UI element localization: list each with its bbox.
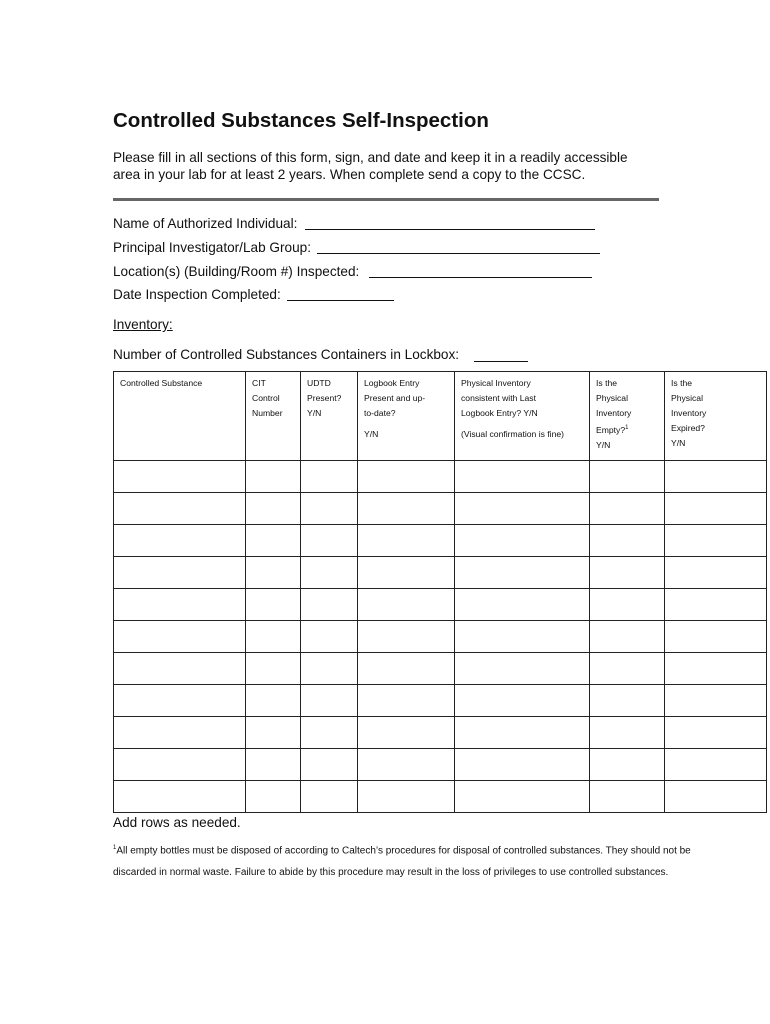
table-cell-input[interactable] bbox=[665, 685, 767, 717]
table-cell-input[interactable] bbox=[358, 685, 455, 717]
table-cell-input[interactable] bbox=[590, 685, 665, 717]
header-logbook-line: Y/N bbox=[364, 429, 379, 439]
table-cell-input[interactable] bbox=[114, 557, 246, 589]
table-cell-input[interactable] bbox=[455, 589, 590, 621]
header-udtd-present bbox=[301, 372, 358, 461]
table-cell-input[interactable] bbox=[358, 653, 455, 685]
table-cell-input[interactable] bbox=[114, 685, 246, 717]
table-cell-input[interactable] bbox=[114, 493, 246, 525]
header-expired-line: Inventory bbox=[671, 408, 707, 418]
table-cell-input[interactable] bbox=[301, 621, 358, 653]
header-empty-line: Physical bbox=[596, 393, 628, 403]
table-cell-input[interactable] bbox=[301, 781, 358, 813]
table-cell-input[interactable] bbox=[246, 781, 301, 813]
table-cell-input[interactable] bbox=[665, 589, 767, 621]
table-cell-input[interactable] bbox=[114, 653, 246, 685]
table-cell-input[interactable] bbox=[358, 749, 455, 781]
header-physical-line: Physical Inventory bbox=[461, 378, 531, 388]
table-cell-input[interactable] bbox=[590, 781, 665, 813]
table-cell-input[interactable] bbox=[246, 749, 301, 781]
header-cit-line: Control bbox=[252, 393, 280, 403]
header-empty-line: Is the bbox=[596, 378, 618, 388]
header-cit-line: Number bbox=[252, 408, 283, 418]
table-cell-input[interactable] bbox=[246, 653, 301, 685]
table-cell-input[interactable] bbox=[590, 589, 665, 621]
table-cell-input[interactable] bbox=[301, 525, 358, 557]
header-udtd-line: Present? bbox=[307, 393, 342, 403]
table-cell-input[interactable] bbox=[590, 717, 665, 749]
header-expired-line: Physical bbox=[671, 393, 703, 403]
table-cell-input[interactable] bbox=[665, 717, 767, 749]
header-divider bbox=[113, 198, 659, 201]
header-inventory-expired bbox=[665, 372, 767, 461]
inventory-table bbox=[113, 371, 767, 813]
authorized-individual-input[interactable] bbox=[305, 229, 595, 230]
footnote-mark: 1 bbox=[113, 845, 117, 851]
table-cell-input[interactable] bbox=[246, 493, 301, 525]
header-empty-line: Inventory bbox=[596, 408, 632, 418]
header-udtd-line: UDTD bbox=[307, 378, 331, 388]
table-cell-input[interactable] bbox=[301, 653, 358, 685]
form-title: Controlled Substances Self-Inspection bbox=[113, 109, 489, 132]
table-cell-input[interactable] bbox=[301, 557, 358, 589]
footnote bbox=[113, 837, 713, 884]
table-cell-input[interactable] bbox=[358, 525, 455, 557]
table-row bbox=[114, 461, 767, 493]
header-logbook-line: to-date? bbox=[364, 408, 396, 418]
header-empty-line: Empty? bbox=[596, 424, 626, 435]
table-cell-input[interactable] bbox=[455, 749, 590, 781]
table-header-row bbox=[114, 372, 767, 461]
table-cell-input[interactable] bbox=[590, 557, 665, 589]
table-cell-input[interactable] bbox=[665, 621, 767, 653]
date-completed-label: Date Inspection Completed: bbox=[113, 287, 281, 302]
table-cell-input[interactable] bbox=[455, 717, 590, 749]
table-cell-input[interactable] bbox=[358, 461, 455, 493]
table-cell-input[interactable] bbox=[358, 781, 455, 813]
table-row bbox=[114, 653, 767, 685]
table-row bbox=[114, 717, 767, 749]
table-cell-input[interactable] bbox=[358, 557, 455, 589]
table-cell-input[interactable] bbox=[114, 461, 246, 493]
header-expired-line: Expired? bbox=[671, 423, 705, 433]
header-substance-label: Controlled Substance bbox=[120, 378, 203, 388]
header-udtd-line: Y/N bbox=[307, 408, 322, 418]
table-row bbox=[114, 525, 767, 557]
table-cell-input[interactable] bbox=[455, 621, 590, 653]
table-row bbox=[114, 685, 767, 717]
table-cell-input[interactable] bbox=[246, 717, 301, 749]
intro-text-line-1: Please fill in all sections of this form, sign, and date and keep it in a readily accessible bbox=[113, 150, 628, 165]
table-cell-input[interactable] bbox=[358, 589, 455, 621]
header-logbook-line: Present and up- bbox=[364, 393, 426, 403]
table-cell-input[interactable] bbox=[114, 717, 246, 749]
table-cell-input[interactable] bbox=[114, 589, 246, 621]
table-cell-input[interactable] bbox=[455, 685, 590, 717]
table-cell-input[interactable] bbox=[665, 749, 767, 781]
table-cell-input[interactable] bbox=[358, 717, 455, 749]
table-cell-input[interactable] bbox=[246, 621, 301, 653]
table-cell-input[interactable] bbox=[455, 525, 590, 557]
table-row bbox=[114, 589, 767, 621]
table-cell-input[interactable] bbox=[301, 493, 358, 525]
table-cell-input[interactable] bbox=[301, 749, 358, 781]
header-cit-control-number bbox=[246, 372, 301, 461]
footnote-superscript: 1 bbox=[625, 425, 629, 431]
containers-count-input[interactable] bbox=[474, 361, 528, 362]
table-cell-input[interactable] bbox=[455, 653, 590, 685]
table-cell-input[interactable] bbox=[246, 525, 301, 557]
authorized-individual-label: Name of Authorized Individual: bbox=[113, 216, 298, 231]
table-cell-input[interactable] bbox=[455, 557, 590, 589]
table-cell-input[interactable] bbox=[665, 525, 767, 557]
table-cell-input[interactable] bbox=[590, 525, 665, 557]
table-cell-input[interactable] bbox=[590, 493, 665, 525]
table-cell-input[interactable] bbox=[246, 461, 301, 493]
date-completed-input[interactable] bbox=[287, 300, 394, 301]
table-cell-input[interactable] bbox=[114, 749, 246, 781]
table-cell-input[interactable] bbox=[301, 461, 358, 493]
inventory-table-body bbox=[114, 461, 767, 813]
locations-input[interactable] bbox=[369, 277, 592, 278]
table-cell-input[interactable] bbox=[665, 493, 767, 525]
table-cell-input[interactable] bbox=[358, 621, 455, 653]
table-cell-input[interactable] bbox=[665, 781, 767, 813]
table-row bbox=[114, 781, 767, 813]
table-row bbox=[114, 493, 767, 525]
table-cell-input[interactable] bbox=[665, 653, 767, 685]
table-cell-input[interactable] bbox=[246, 685, 301, 717]
header-expired-line: Y/N bbox=[671, 438, 686, 448]
table-row bbox=[114, 557, 767, 589]
header-logbook-entry bbox=[358, 372, 455, 461]
table-cell-input[interactable] bbox=[246, 557, 301, 589]
table-cell-input[interactable] bbox=[590, 621, 665, 653]
header-physical-line: consistent with Last bbox=[461, 393, 536, 403]
table-cell-input[interactable] bbox=[665, 557, 767, 589]
table-cell-input[interactable] bbox=[114, 781, 246, 813]
pi-lab-group-label: Principal Investigator/Lab Group: bbox=[113, 240, 311, 255]
table-cell-input[interactable] bbox=[301, 589, 358, 621]
header-physical-inventory-consistent bbox=[455, 372, 590, 461]
footnote-text: All empty bottles must be disposed of according to Caltech’s procedures for disposal of controlled substances. They should not be discarded in normal waste. Failure to abide by this procedure may result in the loss of privileges to use controlled substances. bbox=[113, 845, 691, 879]
table-row bbox=[114, 749, 767, 781]
table-cell-input[interactable] bbox=[114, 621, 246, 653]
table-cell-input[interactable] bbox=[590, 653, 665, 685]
table-cell-input[interactable] bbox=[665, 461, 767, 493]
table-cell-input[interactable] bbox=[590, 749, 665, 781]
pi-lab-group-input[interactable] bbox=[317, 253, 600, 254]
add-rows-note: Add rows as needed. bbox=[113, 815, 241, 830]
header-inventory-empty bbox=[590, 372, 665, 461]
table-cell-input[interactable] bbox=[455, 781, 590, 813]
header-physical-line: (Visual confirmation is fine) bbox=[461, 429, 565, 439]
inventory-heading: Inventory: bbox=[113, 317, 173, 332]
table-row bbox=[114, 621, 767, 653]
header-empty-line: Y/N bbox=[596, 439, 611, 450]
table-cell-input[interactable] bbox=[301, 685, 358, 717]
header-logbook-line: Logbook Entry bbox=[364, 378, 420, 388]
table-cell-input[interactable] bbox=[455, 493, 590, 525]
table-cell-input[interactable] bbox=[114, 525, 246, 557]
header-controlled-substance bbox=[114, 372, 246, 461]
containers-count-label: Number of Controlled Substances Containers in Lockbox: bbox=[113, 347, 460, 362]
table-cell-input[interactable] bbox=[358, 493, 455, 525]
table-cell-input[interactable] bbox=[455, 461, 590, 493]
table-cell-input[interactable] bbox=[246, 589, 301, 621]
header-physical-line: Logbook Entry? Y/N bbox=[461, 408, 538, 418]
locations-label: Location(s) (Building/Room #) Inspected: bbox=[113, 264, 360, 279]
intro-text-line-2: area in your lab for at least 2 years. When complete send a copy to the CCSC. bbox=[113, 167, 586, 182]
header-expired-line: Is the bbox=[671, 378, 693, 388]
table-cell-input[interactable] bbox=[301, 717, 358, 749]
header-cit-line: CIT bbox=[252, 378, 266, 388]
table-cell-input[interactable] bbox=[590, 461, 665, 493]
